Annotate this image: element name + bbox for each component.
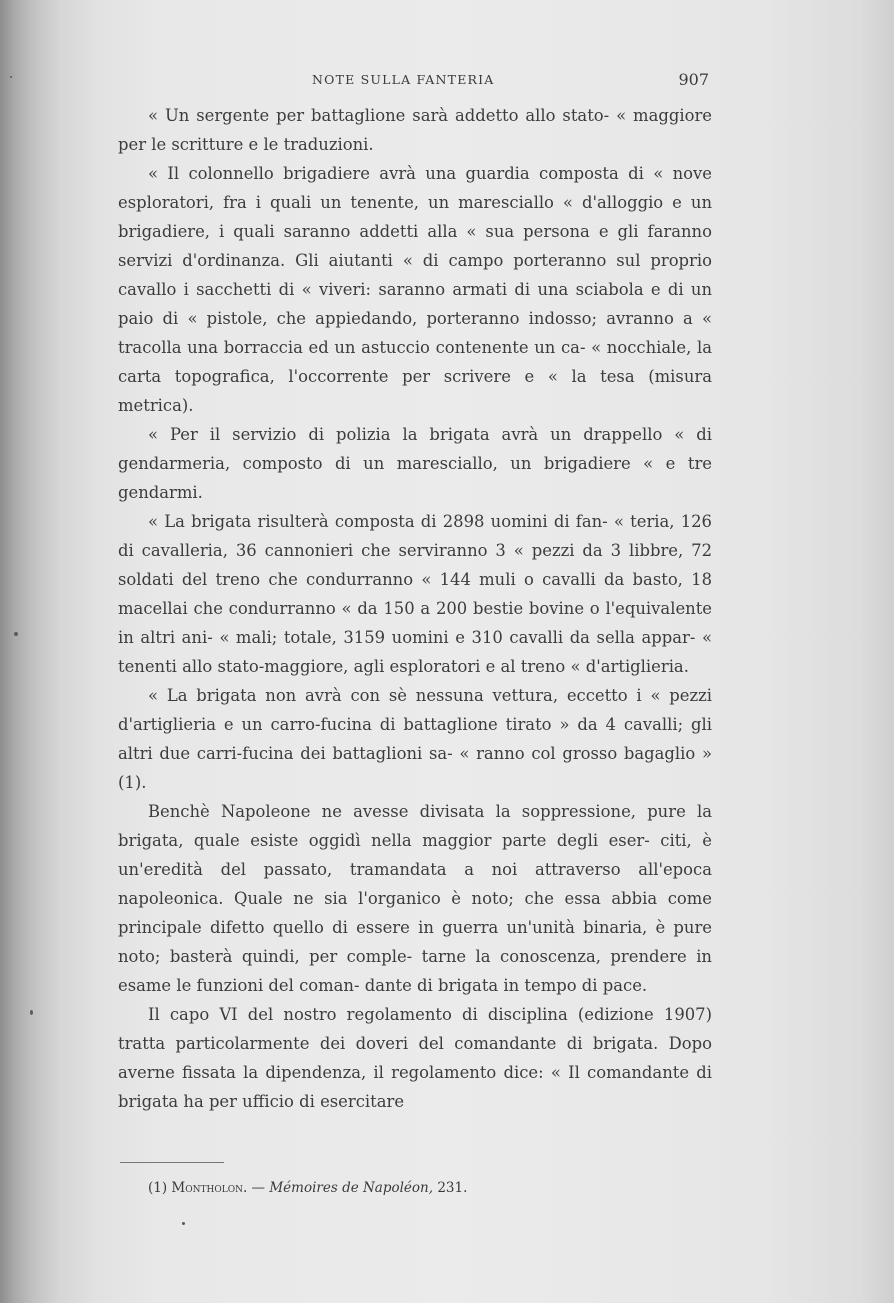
- footnote-dash: —: [251, 1180, 266, 1196]
- scan-speck: [30, 1010, 33, 1015]
- paragraph-1: « Un sergente per battaglione sarà addetto allo stato- « maggiore per le scritture e le traduzioni.: [118, 106, 712, 154]
- page-number: 907: [678, 70, 709, 89]
- paragraph-6: Benchè Napoleone ne avesse divisata la soppressione, pure la brigata, quale esiste oggidì nella maggior parte degli eser- citi, è un'eredità del passato, tramandata a noi attraverso all'epoca napoleonica. Quale ne sia l'organico è noto; che essa abbia come principale difetto quello di essere in guerra un'unità binaria, è pure noto; basterà quindi, per comple- tarne la conoscenza, prendere in esame le funzioni del coman- dante di brigata in tempo di pace.: [118, 802, 712, 995]
- body-text: [118, 101, 712, 1116]
- footnote-author: Montholon.: [171, 1180, 248, 1196]
- footnote: [148, 1180, 467, 1196]
- footnote-work-title: Mémoires de Napoléon,: [269, 1180, 434, 1196]
- scan-speck: [182, 1222, 185, 1225]
- paragraph-7: Il capo VI del nostro regolamento di disciplina (edizione 1907) tratta particolarmente dei doveri del comandante di brigata. Dopo averne fissata la dipendenza, il regolamento dice: « Il comandante di brigata ha per ufficio di esercitare: [118, 1005, 712, 1111]
- footnote-page: 231.: [437, 1180, 468, 1196]
- paragraph-2: « Il colonnello brigadiere avrà una guardia composta di « nove esploratori, fra i quali un tenente, un maresciallo « d'alloggio e un brigadiere, i quali saranno addetti alla « sua persona e gli faranno servizi d'ordinanza. Gli aiutanti « di campo porteranno sul proprio cavallo i sacchetti di « viveri: saranno armati di una sciabola e di un paio di « pistole, che appiedando, porteranno indosso; avranno a « tracolla una borraccia ed un astuccio contenente un ca- « nocchiale, la carta topografica, l'occorrente per scrivere e « la tesa (misura metrica).: [118, 164, 712, 415]
- scan-speck: [14, 632, 18, 636]
- footnote-divider: [120, 1162, 224, 1163]
- footnote-marker: (1): [148, 1180, 168, 1196]
- scan-speck: [10, 76, 12, 78]
- running-title: NOTE SULLA FANTERIA: [312, 72, 495, 87]
- page-header: [0, 72, 894, 96]
- paragraph-5: « La brigata non avrà con sè nessuna vettura, eccetto i « pezzi d'artiglieria e un carro-fucina di battaglione tirato » da 4 cavalli; gli altri due carri-fucina dei battaglioni sa- « ranno col grosso bagaglio » (1).: [118, 686, 712, 792]
- paragraph-3: « Per il servizio di polizia la brigata avrà un drappello « di gendarmeria, composto di un maresciallo, un brigadiere « e tre gendarmi.: [118, 425, 712, 502]
- paragraph-4: « La brigata risulterà composta di 2898 uomini di fan- « teria, 126 di cavalleria, 36 cannonieri che serviranno 3 « pezzi da 3 libbre, 72 soldati del treno che condurranno « 144 muli o cavalli da basto, 18 macellai che condurranno « da 150 a 200 bestie bovine o l'equivalente in altri ani- « mali; totale, 3159 uomini e 310 cavalli da sella appar- « tenenti allo stato-maggiore, agli esploratori e al treno « d'artiglieria.: [118, 512, 712, 676]
